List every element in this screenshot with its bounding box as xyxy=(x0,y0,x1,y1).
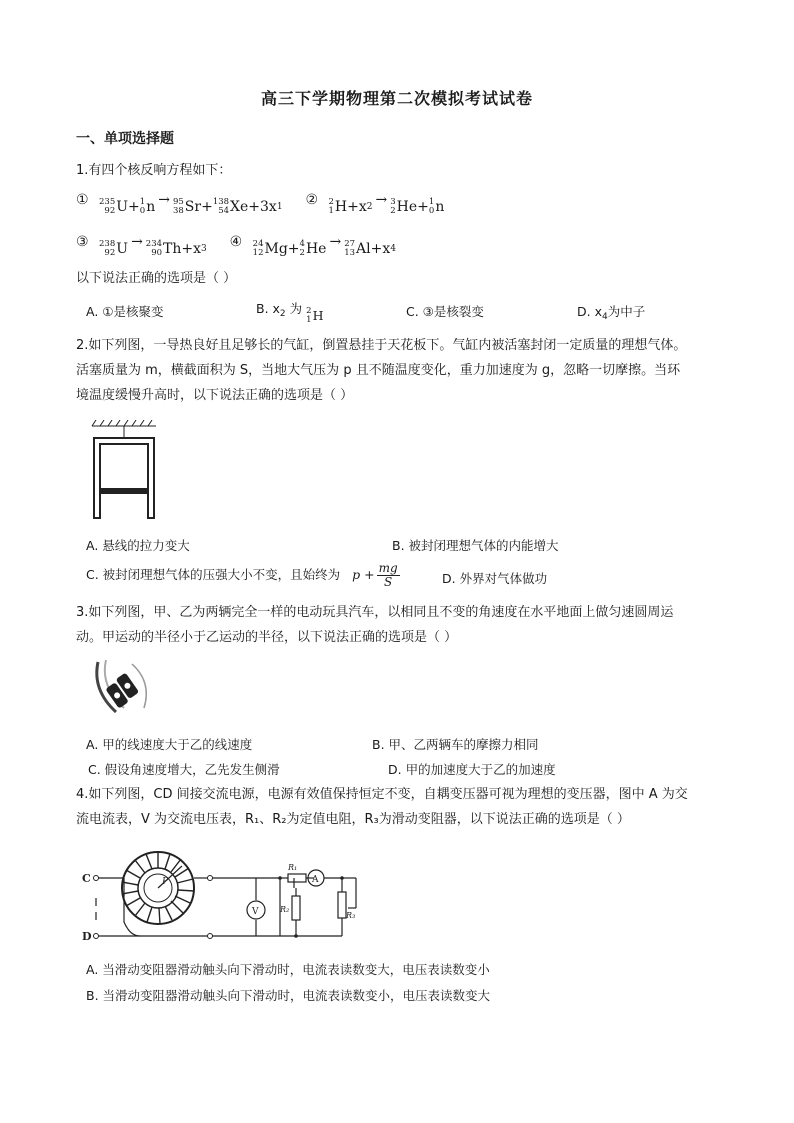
q4-option-b[interactable]: B. 当滑动变阻器滑动触头向下滑动时，电流表读数变小，电压表读数变大 xyxy=(86,988,491,1003)
q3-line-1: 3.如下列图，甲、乙为两辆完全一样的电动玩具汽车，以相同且不变的角速度在水平地面上做匀速圆周运 xyxy=(76,605,674,620)
q2-line-1: 2.如下列图，一导热良好且足够长的气缸，倒置悬挂于天花板下。气缸内被活塞封闭一定质量的理想气体。 xyxy=(76,338,687,353)
slider-p-label: P xyxy=(162,877,169,887)
terminal-c-label: C xyxy=(82,872,91,885)
q3-option-a[interactable]: A. 甲的线速度大于乙的线速度 xyxy=(86,737,253,752)
section-heading: 一、单项选择题 xyxy=(76,131,174,147)
q1-option-a[interactable]: A. ①是核聚变 xyxy=(86,304,164,319)
q2-option-c[interactable]: C. 被封闭理想气体的压强大小不变，且始终为 p + $\frac{mg}{S}$ xyxy=(86,561,398,589)
q3-option-c[interactable]: C. 假设角速度增大，乙先发生侧滑 xyxy=(88,762,280,777)
r1-label: R₁ xyxy=(288,863,298,872)
q2-line-2: 活塞质量为 m，横截面积为 S，当地大气压为 p 且不随温度变化，重力加速度为 g，忽略一切摩擦。当环 xyxy=(76,363,681,378)
toy-cars-figure xyxy=(90,660,158,720)
q2-option-b[interactable]: B. 被封闭理想气体的内能增大 xyxy=(392,538,559,553)
q1-option-c[interactable]: C. ③是核裂变 xyxy=(406,304,484,319)
q3-option-d[interactable]: D. 甲的加速度大于乙的加速度 xyxy=(388,762,556,777)
r2-label: R₂ xyxy=(280,905,290,914)
q4-line-1: 4.如下列图，CD 间接交流电源，电源有效值保持恒定不变，自耦变压器可视为理想的变压器，图中 A 为交 xyxy=(76,787,688,802)
circuit-figure xyxy=(80,848,370,944)
terminal-d-label: D xyxy=(82,930,92,943)
r3-label: R₃ xyxy=(346,911,356,920)
q2-line-3: 境温度缓慢升高时，以下说法正确的选项是（ ） xyxy=(76,388,354,403)
q3-option-b[interactable]: B. 甲、乙两辆车的摩擦力相同 xyxy=(372,737,539,752)
q4-option-a[interactable]: A. 当滑动变阻器滑动触头向下滑动时，电流表读数变大，电压表读数变小 xyxy=(86,962,490,977)
q2-option-a[interactable]: A. 悬线的拉力变大 xyxy=(86,538,190,553)
q1-prompt: 以下说法正确的选项是（ ） xyxy=(76,271,237,286)
q1-equation-row-1: ① 235 92 U+ 1 0 n → 95 38 Sr+ 138 54 Xe+3x 1 ② 2 1 H+x 2 → 3 2 He+ 1 0 n xyxy=(76,192,445,216)
q1-eq2-number: ② xyxy=(305,192,319,208)
q2-option-d[interactable]: D. 外界对气体做功 xyxy=(442,571,548,586)
cylinder-figure xyxy=(86,420,166,522)
ammeter-label: A xyxy=(312,875,319,885)
q1-eq3-number: ③ xyxy=(76,234,89,250)
voltmeter-label: V xyxy=(252,907,259,917)
page-title: 高三下学期物理第二次模拟考试试卷 xyxy=(260,89,533,108)
q1-option-b[interactable]: B. $x_2$ 为 2 1 H xyxy=(256,301,324,325)
q1-option-d[interactable]: D. $x_4$为中子 xyxy=(577,304,646,322)
q1-eq1-number: ① xyxy=(76,192,89,208)
q4-line-2: 流电流表，V 为交流电压表，R₁、R₂为定值电阻，R₃为滑动变阻器，以下说法正确的选项是（ ） xyxy=(76,812,630,827)
q1-equation-row-2: ③ 238 92 U → 234 90 Th+x 3 ④ 24 12 Mg+ 4 2 He → 27 13 Al+x 4 xyxy=(76,234,396,258)
q1-eq4-number: ④ xyxy=(229,234,243,250)
q1-stem: 1.有四个核反响方程如下： xyxy=(76,163,232,178)
q3-line-2: 动。甲运动的半径小于乙运动的半径，以下说法正确的选项是（ ） xyxy=(76,630,458,645)
